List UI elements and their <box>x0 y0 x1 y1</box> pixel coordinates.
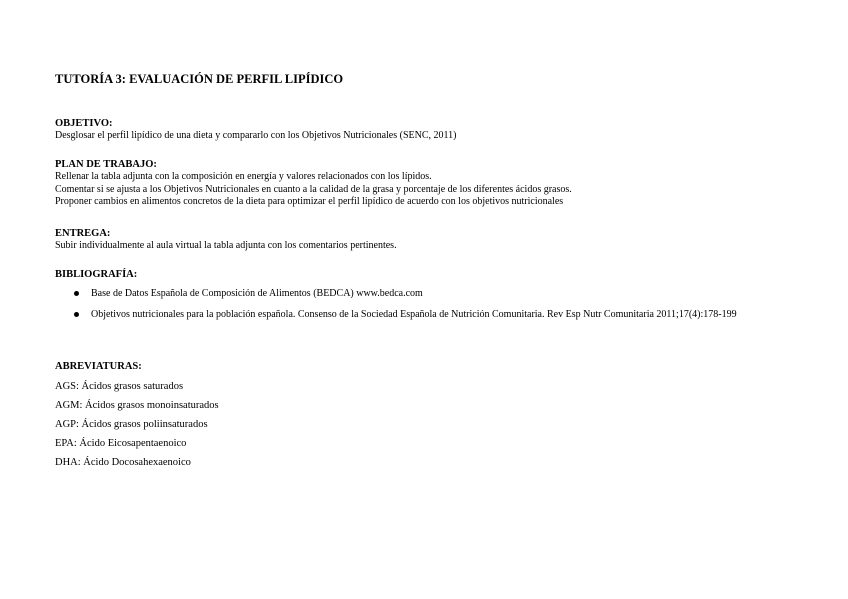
entrega-line: Subir individualmente al aula virtual la tabla adjunta con los comentarios pertinentes. <box>55 240 397 251</box>
page-title: TUTORÍA 3: EVALUACIÓN DE PERFIL LIPÍDICO <box>55 72 344 86</box>
section-objetivo <box>55 117 815 143</box>
objetivo-line: Desglosar el perfil lipídico de una dieta y compararlo con los Objetivos Nutricionales (SENC, 2011) <box>55 130 457 141</box>
bibliografia-item-text: Base de Datos Española de Composición de Alimentos (BEDCA) www.bedca.com <box>91 288 423 299</box>
plan-line: Comentar si se ajusta a los Objetivos Nutricionales en cuanto a la calidad de la grasa y porcentaje de los diferentes ácidos grasos. <box>55 183 572 195</box>
abreviatura-item: AGP: Ácidos grasos poliinsaturados <box>55 419 208 430</box>
bullet-icon <box>74 312 79 317</box>
bibliografia-list <box>55 284 815 324</box>
section-plan-de-trabajo <box>55 158 815 209</box>
abreviatura-item: AGM: Ácidos grasos monoinsaturados <box>55 400 219 411</box>
objetivo-heading: OBJETIVO: <box>55 118 113 129</box>
bibliografia-item <box>55 305 831 324</box>
plan-heading: PLAN DE TRABAJO: <box>55 159 157 170</box>
section-bibliografia <box>55 268 815 324</box>
section-entrega <box>55 227 815 253</box>
bibliografia-heading: BIBLIOGRAFÍA: <box>55 269 138 280</box>
bullet-icon <box>74 291 79 296</box>
abreviatura-item: EPA: Ácido Eicosapentaenoico <box>55 438 187 449</box>
entrega-heading: ENTREGA: <box>55 228 111 239</box>
section-abreviaturas <box>55 360 815 472</box>
abreviaturas-heading: ABREVIATURAS: <box>55 361 142 372</box>
bibliografia-item-text: Objetivos nutricionales para la población española. Consenso de la Sociedad Española de Nutrición Comunitaria. Rev Esp Nutr Comunitaria 2011;17(4):178-199 <box>91 309 737 320</box>
abreviatura-item: AGS: Ácidos grasos saturados <box>55 381 184 392</box>
bibliografia-item <box>55 284 831 303</box>
plan-line: Rellenar la tabla adjunta con la composición en energía y valores relacionados con los lípidos. <box>55 171 432 182</box>
abreviatura-item: DHA: Ácido Docosahexaenoico <box>55 457 191 468</box>
abreviaturas-list <box>55 377 815 472</box>
plan-line: Proponer cambios en alimentos concretos de la dieta para optimizar el perfil lipídico de acuerdo con los objetivos nutricionales <box>55 196 564 207</box>
